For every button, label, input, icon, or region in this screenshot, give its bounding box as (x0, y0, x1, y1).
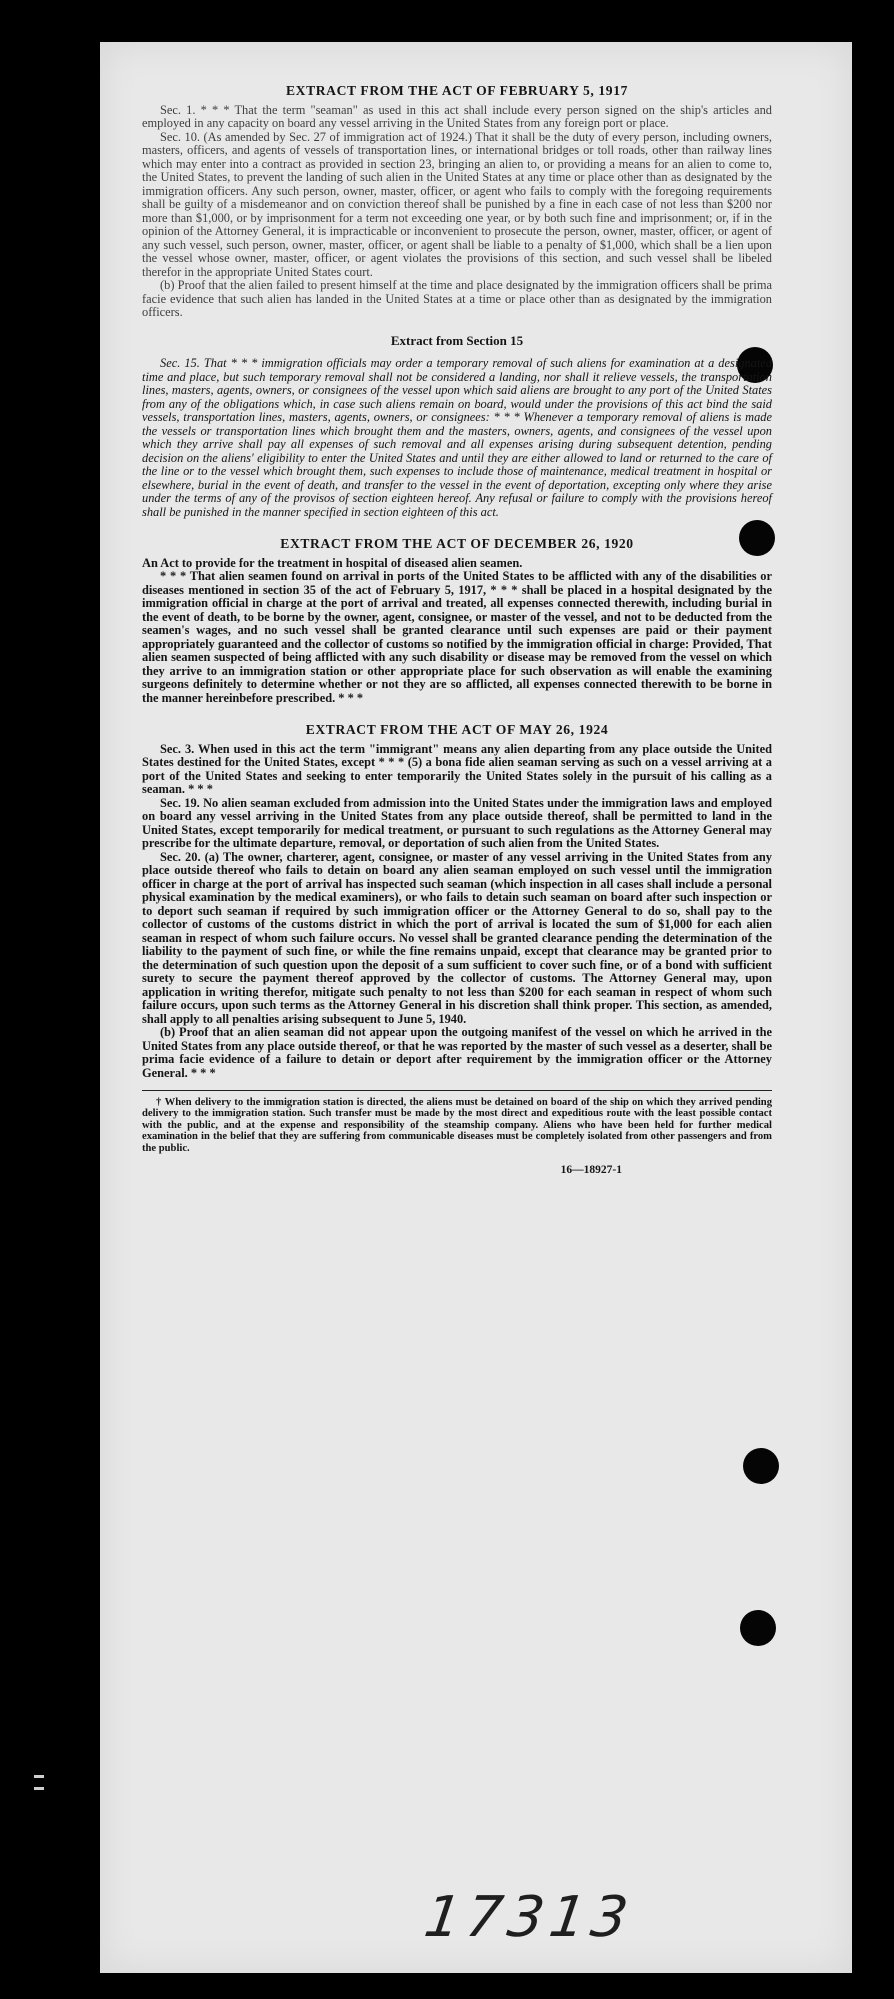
section-heading: EXTRACT FROM THE ACT OF DECEMBER 26, 1920 (280, 536, 634, 551)
footnote: † When delivery to the immigration station is directed, the aliens must be detained on board of the ship on which they arrived pending delivery to the immigration station. Such transfer must be made by the most direct and expeditious route with the least possible contact with the public, and at the expense and responsibility of the steamship company. Aliens who have been held for further medical examination in the belief that they are suffering from communicable diseases must be completely isolated from other passengers and from the public. (142, 1097, 772, 1154)
section-extract-15 (142, 334, 772, 520)
section-heading: EXTRACT FROM THE ACT OF MAY 26, 1924 (305, 722, 609, 737)
section-heading: Extract from Section 15 (390, 332, 524, 348)
paragraph: An Act to provide for the treatment in hospital of diseased alien seamen. (142, 555, 523, 570)
paragraph: (b) Proof that the alien failed to present himself at the time and place designated by the immigration officers shall be prima facie evidence that such alien has landed in the United States at a time or place other than as designated by the immigration officers. (142, 278, 772, 319)
punch-hole (740, 1610, 776, 1646)
section-act-1917 (142, 84, 772, 320)
paragraph: * * * That alien seamen found on arrival in ports of the United States to be afflicted with any of the disabilities or diseases mentioned in section 35 of the act of February 5, 1917, * * * shall be placed in a hospital designated by the immigration official in charge at the port of arrival and treated, all expenses connected therewith, including burial in the event of death, to be borne by the owner, agent, consignee, or master of the vessel, and not to be deducted from the seamen's wages, and no such vessel shall be granted clearance until such expenses are paid or their payment appropriately guaranteed and the collector of customs so notified by the immigration official in charge: Provided, That alien seamen suspected of being afflicted with any such disability or disease may be removed from the vessel on which they arrive to an immigration station or other appropriate place for such observation as will enable the examining surgeons definitely to determine whether or not they are so afflicted, all expenses connected therewith to be borne in the manner hereinbefore prescribed. * * * (142, 569, 772, 705)
paragraph: Sec. 15. That * * * immigration officials may order a temporary removal of such aliens for examination at a designated time and place, but such temporary removal shall not be considered a landing, nor shall it relieve vessels, the transportation lines, masters, agents, owners, or consignees of the vessel upon which said aliens are brought to any port of the United States from any of the obligations which, in case such aliens remain on board, would under the provisions of this act bind the said vessels, transportation lines, masters, agents, owners, or consignees: * * * Whenever a temporary removal of aliens is made the vessels or transportation lines which brought them and the masters, owners, agents, and consignees of the vessel upon which they arrive shall pay all expenses of such removal and all expenses arising during subsequent detention, pending decision on the aliens' eligibility to enter the United States and until they are either allowed to land or returned to the care of the line or to the vessel which brought them, such expenses to include those of maintenance, medical treatment in hospital or elsewhere, burial in the event of death, and transfer to the vessel in the event of deportation, excepting only where they arise under the terms of any of the provisos of section eighteen hereof. Any refusal or failure to comply with the provisions hereof shall be punished in the manner specified in section eighteen of this act. (142, 356, 772, 519)
paragraph: Sec. 10. (As amended by Sec. 27 of immigration act of 1924.) That it shall be the duty of every person, including owners, masters, officers, and agents of vessels of transportation lines, or international bridges or toll roads, other than railway lines which may enter into a contract as provided in section 23, bringing an alien to, or providing a means for an alien to come to, the United States, to prevent the landing of such alien in the United States at any time or place other than as designated by the immigration officers. Any such person, owner, master, officer, or agent who fails to comply with the foregoing requirements shall be guilty of a misdemeanor and on conviction thereof shall be punished by a fine in each case of not less than $200 nor more than $1,000, or by imprisonment for a term not exceeding one year, or by both such fine and imprisonment; or, if in the opinion of the Attorney General, it is impracticable or inconvenient to prosecute the person, owner, master, officer, or agent of any such vessel, such person, owner, master, officer, or agent shall be liable to a penalty of $1,000, which shall be a lien upon the vessel whose owner, master, officer, or agent violates the provisions of this section, and such vessel shall be libeled therefor in the appropriate United States court. (142, 129, 772, 279)
section-act-1924 (142, 723, 772, 1080)
section-act-1920 (142, 537, 772, 705)
paragraph: Sec. 3. When used in this act the term "immigrant" means any alien departing from any place outside the United States destined for the United States, except * * * (5) a bona fide alien seaman serving as such on a vessel arriving at a port of the United States and seeking to enter temporarily the United States solely in the pursuit of his calling as a seaman. * * * (142, 741, 772, 796)
document-text (142, 84, 772, 1178)
paragraph: (b) Proof that an alien seaman did not appear upon the outgoing manifest of the vessel on which he arrived in the United States from any place outside thereof, or that he was reported by the master of such vessel as a deserter, shall be prima facie evidence of a failure to detain or deport after requirement by the immigration officer or the Attorney General. * * * (142, 1025, 772, 1080)
divider (142, 1090, 772, 1091)
section-heading: EXTRACT FROM THE ACT OF FEBRUARY 5, 1917 (286, 83, 628, 98)
form-number: 16—18927-1 (560, 1164, 622, 1177)
edge-mark (34, 1775, 44, 1778)
handwritten-number: 17313 (420, 1885, 638, 1950)
paragraph: Sec. 20. (a) The owner, charterer, agent, consignee, or master of any vessel arriving in the United States from any place outside thereof who fails to detain on board any alien seaman employed on such vessel until the immigration officer in charge at the port of arrival has inspected such seaman (which inspection in all cases shall include a personal physical examination by the medical examiners), or who fails to detain such seaman on board after such inspection or to deport such seaman if required by such immigration officer or the Attorney General to do so, shall pay to the collector of customs of the customs district in which the port of arrival is located the sum of $1,000 for each alien seaman in respect of whom such failure occurs. No vessel shall be granted clearance pending the determination of the liability to the payment of such fine, or while the fine remains unpaid, except that clearance may be granted prior to the determination of such question upon the deposit of a sum sufficient to cover such fine, or of a bond with sufficient surety to secure the payment thereof approved by the collector of customs. The Attorney General may, upon application in writing therefor, mitigate such penalty to not less than $200 for each seaman in respect of whom such failure occurs, upon such terms as the Attorney General in his discretion shall think proper. This section, as amended, shall apply to all penalties arising subsequent to June 5, 1940. (142, 849, 772, 1026)
paragraph: Sec. 19. No alien seaman excluded from admission into the United States under the immigration laws and employed on board any vessel arriving in the United States from any place outside thereof, shall be permitted to land in the United States, except temporarily for medical treatment, or pursuant to such regulations as the Attorney General may prescribe for the ultimate departure, removal, or deportation of such alien from the United States. (142, 795, 772, 850)
paragraph: Sec. 1. * * * That the term "seaman" as used in this act shall include every person signed on the ship's articles and employed in any capacity on board any vessel arriving in the United States from any foreign port or place. (142, 102, 772, 130)
edge-mark (34, 1787, 44, 1790)
punch-hole (743, 1448, 779, 1484)
